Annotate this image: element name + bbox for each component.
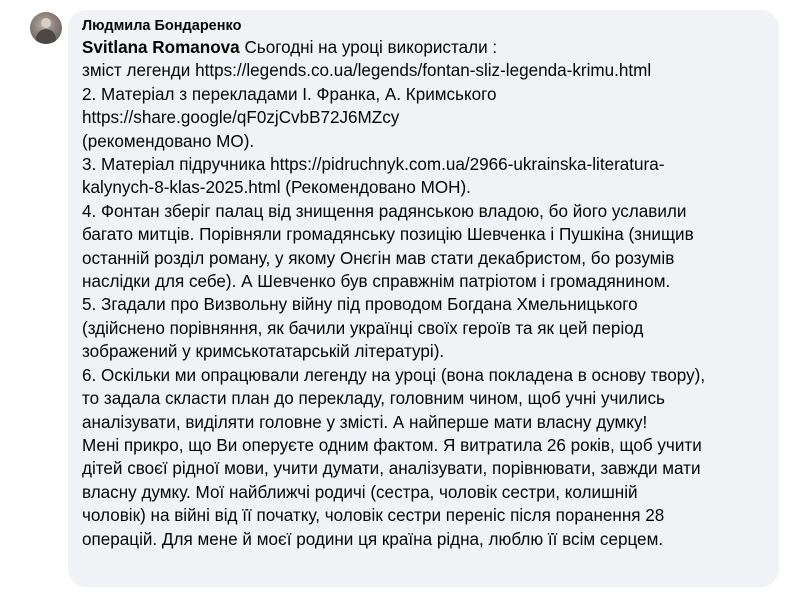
comment-line: останній розділ роману, у якому Онєгін мав стати декабристом, бо розумів	[82, 248, 675, 268]
comment-line: наслідки для себе). А Шевченко був справжнім патріотом і громадянином.	[82, 272, 671, 292]
comment-line: 3. Матеріал підручника https://pidruchnyk.com.ua/2966-ukrainska-literatura-	[82, 155, 665, 175]
comment-line: 4. Фонтан зберіг палац від знищення радянською владою, бо його уславили	[82, 201, 687, 221]
comment-line: (здійснено порівняння, як бачили українці своїх героїв та як цей період	[82, 318, 644, 338]
comment	[30, 10, 790, 590]
comment-author[interactable]: Людмила Бондаренко	[82, 18, 242, 34]
mention-link[interactable]: Svitlana Romanova	[82, 38, 240, 57]
comment-line: зображений у кримськотатарській літературі).	[82, 342, 445, 362]
comment-line: зміст легенди https://legends.co.ua/legends/fontan-sliz-legenda-krimu.html	[82, 61, 652, 81]
comment-line: Мені прикро, що Ви оперуєте одним фактом. Я витратила 26 років, щоб учити	[82, 435, 702, 455]
comment-line: чоловік) на війні від її початку, чоловік сестри переніс після поранення 28	[82, 506, 665, 526]
comment-line: аналізувати, виділяти головне у змісті. А найперше мати власну думку!	[82, 412, 648, 432]
avatar[interactable]	[30, 12, 62, 44]
comment-line: операцій. Для мене й моєї родини ця країна рідна, люблю її всім серцем.	[82, 529, 664, 549]
comment-line: багато митців. Порівняли громадянську позицію Шевченка і Пушкіна (знищив	[82, 225, 694, 245]
comment-line: власну думку. Мої найближчі родичі (сестра, чоловік сестри, колишній	[82, 482, 638, 502]
comment-line: kalynych-8-klas-2025.html (Рекомендовано МОН).	[82, 178, 471, 198]
comment-first-line	[82, 36, 767, 59]
comment-line: 2. Матеріал з перекладами І. Франка, А. Кримського	[82, 84, 497, 104]
comment-line: https://share.google/qF0zjCvbB72J6MZcy	[82, 108, 400, 128]
comment-line: (рекомендовано МО).	[82, 131, 255, 151]
comment-bubble	[68, 10, 779, 587]
avatar-body-shape	[36, 29, 56, 44]
avatar-head-shape	[41, 18, 51, 28]
comment-first-line-text: Сьогодні на уроці використали :	[239, 38, 498, 57]
comment-body	[82, 36, 767, 551]
comment-line: 6. Оскільки ми опрацювали легенду на уроці (вона покладена в основу твору),	[82, 365, 706, 385]
comment-line: дітей своєї рідної мови, учити думати, аналізувати, порівнювати, завжди мати	[82, 459, 701, 479]
comment-line: 5. Згадали про Визвольну війну під проводом Богдана Хмельницького	[82, 295, 638, 315]
comment-line: то задала скласти план до перекладу, головним чином, щоб учні учились	[82, 389, 665, 409]
